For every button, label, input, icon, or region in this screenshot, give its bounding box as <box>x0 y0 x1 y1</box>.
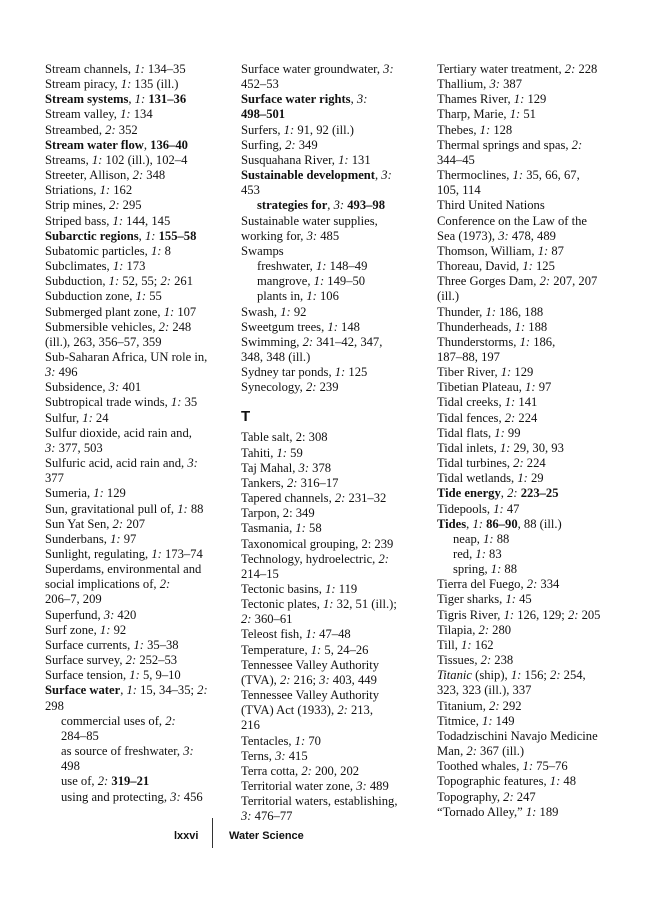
entry-line: Subduction zone, 1: 55 <box>45 289 162 304</box>
entry-line: Tiber River, 1: 129 <box>437 365 534 380</box>
index-entry <box>45 638 230 653</box>
index-entry <box>437 638 627 653</box>
index-entry <box>45 517 230 532</box>
entry-line: Subarctic regions, 1: 155–58 <box>45 228 197 243</box>
index-entry <box>45 395 230 410</box>
entry-line: Tide energy, 2: 223–25 <box>437 486 559 501</box>
entry-line: Sustainable development, 3: <box>241 168 392 183</box>
entry-line: Tidal fences, 2: 224 <box>437 410 538 425</box>
index-entry <box>241 305 426 320</box>
entry-line: Sustainable water supplies, <box>241 213 378 228</box>
entry-line: 105, 114 <box>437 183 481 198</box>
index-subentry <box>241 259 426 274</box>
entry-line: Subsidence, 3: 401 <box>45 380 142 395</box>
index-entry <box>437 320 627 335</box>
index-entry <box>45 502 230 517</box>
index-entry <box>437 77 627 92</box>
entry-line: Three Gorges Dam, 2: 207, 207 <box>437 274 598 289</box>
index-entry <box>437 244 627 259</box>
entry-line: Thermal springs and spas, 2: <box>437 137 583 152</box>
entry-line: (TVA) Act (1933), 2: 213, <box>241 703 373 718</box>
entry-line: 498 <box>61 759 80 774</box>
entry-line: Tennessee Valley Authority <box>241 688 380 703</box>
entry-line: 3: 476–77 <box>241 809 293 824</box>
index-entry <box>437 259 627 274</box>
index-entry <box>437 441 627 456</box>
index-subentry <box>241 274 426 289</box>
entry-line: Tahiti, 1: 59 <box>241 445 303 460</box>
index-subentry <box>241 289 426 304</box>
entry-line: Sydney tar ponds, 1: 125 <box>241 365 368 380</box>
index-subentry <box>437 547 627 562</box>
entry-line: Tentacles, 1: 70 <box>241 733 321 748</box>
entry-line: Susquahana River, 1: 131 <box>241 152 371 167</box>
entry-line: Tectonic plates, 1: 32, 51 (ill.); <box>241 597 397 612</box>
index-entry <box>241 461 426 476</box>
index-entry <box>437 138 627 168</box>
entry-line: Synecology, 2: 239 <box>241 380 339 395</box>
page-footer <box>0 818 672 848</box>
entry-line: neap, 1: 88 <box>453 531 510 546</box>
entry-line: 214–15 <box>241 566 279 581</box>
index-entry <box>45 198 230 213</box>
index-entry <box>45 274 230 289</box>
index-entry <box>45 92 230 107</box>
index-entry <box>45 77 230 92</box>
entry-line: Surface water groundwater, 3: <box>241 62 394 76</box>
index-column-3 <box>437 62 627 820</box>
index-entry <box>241 62 426 92</box>
index-entry <box>437 471 627 486</box>
index-entry <box>45 547 230 562</box>
entry-line: Tidal wetlands, 1: 29 <box>437 471 544 486</box>
index-entry <box>241 123 426 138</box>
book-title: Water Science <box>229 830 304 842</box>
index-entry <box>437 790 627 805</box>
entry-line: Tertiary water treatment, 2: 228 <box>437 62 598 76</box>
index-entry <box>437 592 627 607</box>
entry-line: Thunderstorms, 1: 186, <box>437 334 556 349</box>
index-entry <box>241 552 426 582</box>
entry-line: 284–85 <box>61 728 99 743</box>
entry-line: Technology, hydroelectric, 2: <box>241 551 389 566</box>
entry-line: Territorial water zone, 3: 489 <box>241 779 389 794</box>
entry-line: Thames River, 1: 129 <box>437 92 547 107</box>
entry-line: Surface water rights, 3: <box>241 92 368 107</box>
entry-line: Terra cotta, 2: 200, 202 <box>241 763 360 778</box>
entry-line: Sea (1973), 3: 478, 489 <box>437 228 556 243</box>
index-entry <box>437 668 627 698</box>
index-entry <box>241 597 426 627</box>
index-entry <box>437 577 627 592</box>
index-subentry <box>45 714 230 744</box>
entry-line: Stream piracy, 1: 135 (ill.) <box>45 77 179 92</box>
entry-line: Tierra del Fuego, 2: 334 <box>437 577 560 592</box>
index-entry <box>241 335 426 365</box>
entry-line: Subtropical trade winds, 1: 35 <box>45 395 198 410</box>
entry-line: Tides, 1: 86–90, 88 (ill.) <box>437 516 562 531</box>
entry-line: Tharp, Marie, 1: 51 <box>437 107 536 122</box>
entry-line: (TVA), 2: 216; 3: 403, 449 <box>241 672 377 687</box>
entry-line: Tigris River, 1: 126, 129; 2: 205 <box>437 607 601 622</box>
index-entry <box>437 517 627 532</box>
entry-line: 216 <box>241 718 260 733</box>
index-entry <box>45 229 230 244</box>
index-entry <box>437 426 627 441</box>
entry-line: 344–45 <box>437 152 475 167</box>
entry-line: Tasmania, 1: 58 <box>241 521 322 536</box>
entry-line: 206–7, 209 <box>45 592 102 607</box>
entry-line: Tidal flats, 1: 99 <box>437 425 521 440</box>
entry-line: (ill.) <box>437 289 460 304</box>
index-entry <box>241 365 426 380</box>
index-entry <box>45 183 230 198</box>
index-entry <box>45 214 230 229</box>
entry-line: Thoreau, David, 1: 125 <box>437 259 555 274</box>
index-subentry <box>241 198 426 213</box>
entry-line: Swamps <box>241 243 284 258</box>
index-entry <box>437 92 627 107</box>
index-entry <box>241 688 426 733</box>
entry-line: Tennessee Valley Authority <box>241 657 380 672</box>
index-entry <box>241 734 426 749</box>
index-entry <box>241 168 426 198</box>
entry-line: Subatomic particles, 1: 8 <box>45 243 171 258</box>
entry-line: Sulfur dioxide, acid rain and, <box>45 425 192 440</box>
index-entry <box>241 244 426 259</box>
index-entry <box>45 380 230 395</box>
index-subentry <box>45 744 230 774</box>
entry-line: plants in, 1: 106 <box>257 289 339 304</box>
entry-line: 187–88, 197 <box>437 349 500 364</box>
index-entry <box>45 426 230 456</box>
entry-line: Swimming, 2: 341–42, 347, <box>241 334 383 349</box>
entry-line: Toothed whales, 1: 75–76 <box>437 759 568 774</box>
entry-line: Titanic (ship), 1: 156; 2: 254, <box>437 668 586 683</box>
index-entry <box>241 506 426 521</box>
entry-line: Man, 2: 367 (ill.) <box>437 744 525 759</box>
entry-line: Tarpon, 2: 349 <box>241 506 315 521</box>
index-entry <box>241 537 426 552</box>
index-entry <box>437 714 627 729</box>
index-entry <box>437 502 627 517</box>
entry-line: spring, 1: 88 <box>453 562 518 577</box>
entry-line: Terns, 3: 415 <box>241 748 308 763</box>
index-entry <box>437 653 627 668</box>
entry-line: Streambed, 2: 352 <box>45 122 138 137</box>
index-entry <box>437 456 627 471</box>
entry-line: Surfers, 1: 91, 92 (ill.) <box>241 122 354 137</box>
entry-line: Taxonomical grouping, 2: 239 <box>241 536 394 551</box>
index-entry <box>437 335 627 365</box>
entry-line: Third United Nations <box>437 198 545 213</box>
entry-line: Thebes, 1: 128 <box>437 122 513 137</box>
entry-line: Territorial waters, establishing, <box>241 794 398 809</box>
entry-line: Stream systems, 1: 131–36 <box>45 92 187 107</box>
index-subentry <box>437 562 627 577</box>
entry-line: Sumeria, 1: 129 <box>45 486 126 501</box>
section-letter-header: T <box>241 408 251 426</box>
entry-line: Thomson, William, 1: 87 <box>437 243 564 258</box>
index-entry <box>241 214 426 244</box>
index-column-1 <box>45 62 230 805</box>
entry-line: Tankers, 2: 316–17 <box>241 475 339 490</box>
entry-line: use of, 2: 319–21 <box>61 774 150 789</box>
entry-line: “Tornado Alley,” 1: 189 <box>437 804 559 819</box>
index-entry <box>45 305 230 320</box>
entry-line: 348, 348 (ill.) <box>241 349 311 364</box>
entry-line: Table salt, 2: 308 <box>241 430 328 445</box>
index-entry <box>45 668 230 683</box>
entry-line: using and protecting, 3: 456 <box>61 789 203 804</box>
entry-line: Sulfur, 1: 24 <box>45 410 109 425</box>
index-entry <box>241 491 426 506</box>
entry-line: 3: 377, 503 <box>45 440 103 455</box>
entry-line: Strip mines, 2: 295 <box>45 198 142 213</box>
index-subentry <box>437 532 627 547</box>
entry-line: Tidal creeks, 1: 141 <box>437 395 538 410</box>
index-entry <box>241 380 426 395</box>
index-entry <box>437 395 627 410</box>
index-entry <box>241 320 426 335</box>
entry-line: Todadzischini Navajo Medicine <box>437 728 598 743</box>
entry-line: Tidal inlets, 1: 29, 30, 93 <box>437 440 564 455</box>
index-entry <box>437 168 627 198</box>
index-entry <box>241 582 426 597</box>
index-entry <box>241 446 426 461</box>
index-entry <box>45 562 230 607</box>
entry-line: mangrove, 1: 149–50 <box>257 274 366 289</box>
index-entry <box>437 62 627 77</box>
index-entry <box>45 683 230 713</box>
index-entry <box>437 699 627 714</box>
page-number: lxxvi <box>174 830 199 842</box>
index-entry <box>45 320 230 350</box>
entry-line: 453 <box>241 183 260 198</box>
entry-line: Tibetian Plateau, 1: 97 <box>437 380 552 395</box>
entry-line: Submerged plant zone, 1: 107 <box>45 304 197 319</box>
entry-line: Sweetgum trees, 1: 148 <box>241 319 360 334</box>
index-entry <box>45 532 230 547</box>
index-entry <box>437 198 627 243</box>
entry-line: social implications of, 2: <box>45 577 171 592</box>
entry-line: Striped bass, 1: 144, 145 <box>45 213 171 228</box>
entry-line: 452–53 <box>241 77 279 92</box>
index-entry <box>437 107 627 122</box>
entry-line: 3: 496 <box>45 365 78 380</box>
entry-line: Sun, gravitational pull of, 1: 88 <box>45 501 204 516</box>
entry-line: Surface tension, 1: 5, 9–10 <box>45 668 181 683</box>
entry-line: Sunderbans, 1: 97 <box>45 531 137 546</box>
index-entry <box>45 486 230 501</box>
entry-line: Sulfuric acid, acid rain and, 3: <box>45 456 198 471</box>
entry-line: 323, 323 (ill.), 337 <box>437 683 532 698</box>
index-entry <box>241 643 426 658</box>
entry-line: Topographic features, 1: 48 <box>437 774 577 789</box>
index-entry <box>241 658 426 688</box>
entry-line: Sub-Saharan Africa, UN role in, <box>45 349 208 364</box>
entry-line: Thallium, 3: 387 <box>437 77 523 92</box>
entry-line: 498–501 <box>241 107 286 122</box>
entry-line: Surfing, 2: 349 <box>241 137 318 152</box>
entry-line: Sunlight, regulating, 1: 173–74 <box>45 547 203 561</box>
entry-line: (ill.), 263, 356–57, 359 <box>45 334 162 349</box>
index-entry <box>45 168 230 183</box>
entry-line: Surface water, 1: 15, 34–35; 2: <box>45 683 208 698</box>
entry-line: Tidal turbines, 2: 224 <box>437 456 546 471</box>
index-entry <box>45 62 230 77</box>
entry-line: Streams, 1: 102 (ill.), 102–4 <box>45 152 188 167</box>
index-entry <box>45 259 230 274</box>
index-entry <box>437 274 627 304</box>
index-entry <box>241 92 426 122</box>
index-entry <box>45 107 230 122</box>
entry-line: Striations, 1: 162 <box>45 183 133 198</box>
index-entry <box>45 623 230 638</box>
entry-line: Thunderheads, 1: 188 <box>437 319 548 334</box>
entry-line: Teleost fish, 1: 47–48 <box>241 627 351 642</box>
index-entry <box>437 411 627 426</box>
entry-line: 298 <box>45 698 64 713</box>
entry-line: Sun Yat Sen, 2: 207 <box>45 516 146 531</box>
entry-line: Tiger sharks, 1: 45 <box>437 592 532 607</box>
entry-line: Topography, 2: 247 <box>437 789 536 804</box>
entry-line: Stream valley, 1: 134 <box>45 107 153 122</box>
entry-line: Swash, 1: 92 <box>241 304 307 319</box>
entry-line: Tidepools, 1: 47 <box>437 501 520 516</box>
index-entry <box>241 764 426 779</box>
entry-line: Tectonic basins, 1: 119 <box>241 582 358 596</box>
index-entry <box>241 153 426 168</box>
entry-line: Tilapia, 2: 280 <box>437 622 512 637</box>
index-entry <box>437 774 627 789</box>
entry-line: working for, 3: 485 <box>241 228 340 243</box>
entry-line: Submersible vehicles, 2: 248 <box>45 319 192 334</box>
index-subentry <box>45 790 230 805</box>
index-entry <box>45 411 230 426</box>
index-entry <box>241 430 426 445</box>
entry-line: Surface currents, 1: 35–38 <box>45 637 179 652</box>
index-entry <box>45 350 230 380</box>
index-entry <box>437 365 627 380</box>
index-entry <box>45 653 230 668</box>
entry-line: Taj Mahal, 3: 378 <box>241 460 332 475</box>
entry-line: Thunder, 1: 186, 188 <box>437 304 544 319</box>
entry-line: freshwater, 1: 148–49 <box>257 259 368 274</box>
entry-line: Superdams, environmental and <box>45 562 202 577</box>
entry-line: Till, 1: 162 <box>437 637 494 652</box>
entry-line: Subduction, 1: 52, 55; 2: 261 <box>45 274 193 289</box>
entry-line: Stream channels, 1: 134–35 <box>45 62 186 76</box>
index-entry <box>45 138 230 153</box>
entry-line: Streeter, Allison, 2: 348 <box>45 168 166 183</box>
entry-line: Superfund, 3: 420 <box>45 607 137 622</box>
index-column-2 <box>241 62 426 825</box>
index-entry <box>45 153 230 168</box>
entry-line: Temperature, 1: 5, 24–26 <box>241 642 369 657</box>
index-entry <box>45 608 230 623</box>
entry-line: Conference on the Law of the <box>437 213 588 228</box>
index-entry <box>437 759 627 774</box>
index-entry <box>437 305 627 320</box>
entry-line: Titanium, 2: 292 <box>437 698 522 713</box>
entry-line: 377 <box>45 471 64 486</box>
index-entry <box>241 749 426 764</box>
index-entry <box>45 123 230 138</box>
entry-line: 2: 360–61 <box>241 612 293 627</box>
index-entry <box>45 456 230 486</box>
index-entry <box>45 289 230 304</box>
entry-line: as source of freshwater, 3: <box>61 744 194 759</box>
index-entry <box>241 521 426 536</box>
index-entry <box>437 380 627 395</box>
entry-line: strategies for, 3: 493–98 <box>257 198 386 213</box>
index-entry <box>241 779 426 794</box>
footer-divider <box>212 818 213 848</box>
entry-line: Tapered channels, 2: 231–32 <box>241 491 387 506</box>
entry-line: Stream water flow, 136–40 <box>45 137 188 152</box>
index-entry <box>437 486 627 501</box>
entry-line: commercial uses of, 2: <box>61 713 176 728</box>
entry-line: Surf zone, 1: 92 <box>45 622 127 637</box>
index-entry <box>437 729 627 759</box>
entry-line: Subclimates, 1: 173 <box>45 259 146 274</box>
entry-line: Surface survey, 2: 252–53 <box>45 653 178 668</box>
index-entry <box>241 476 426 491</box>
index-entry <box>437 608 627 623</box>
entry-line: Thermoclines, 1: 35, 66, 67, <box>437 168 580 183</box>
entry-line: Titmice, 1: 149 <box>437 713 515 728</box>
index-entry <box>437 123 627 138</box>
index-entry <box>241 627 426 642</box>
index-subentry <box>45 774 230 789</box>
index-entry <box>241 138 426 153</box>
index-entry <box>45 244 230 259</box>
entry-line: Tissues, 2: 238 <box>437 653 514 668</box>
index-entry <box>437 623 627 638</box>
entry-line: red, 1: 83 <box>453 547 502 561</box>
